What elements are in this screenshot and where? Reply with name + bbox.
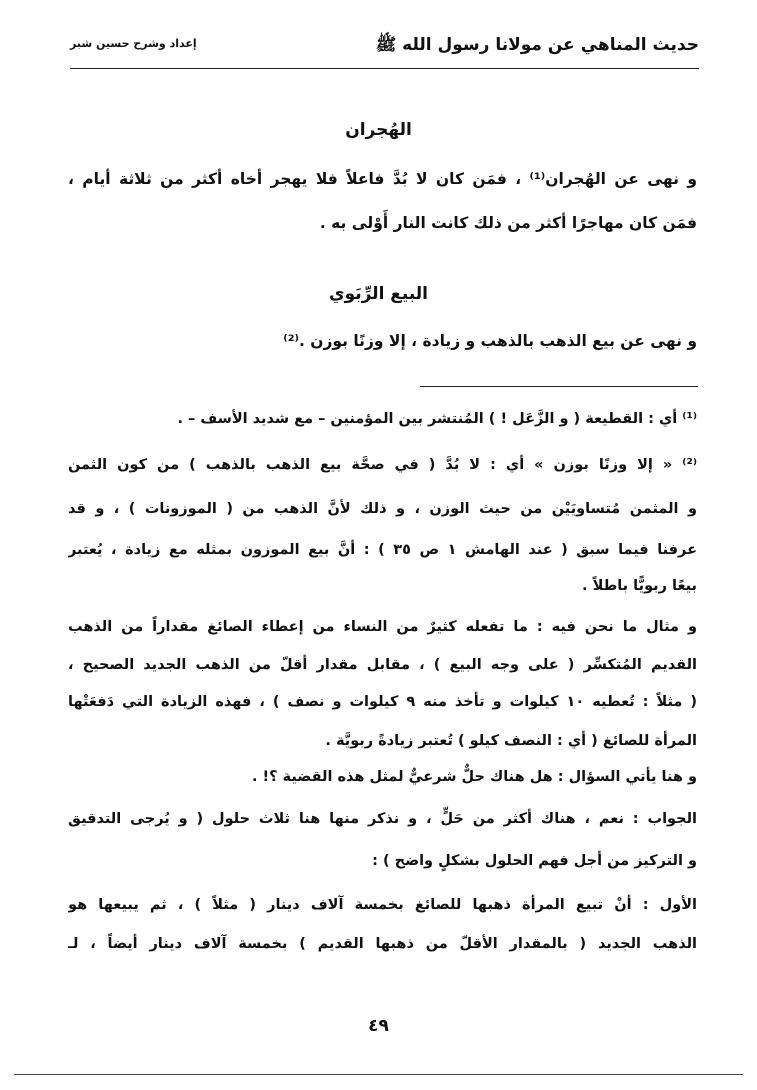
footnote-line: و المثمن مُتساويَيْن من حيث الوزن ، و ذلك لأنَّ الذهب من ( الموزونات ) ، و قد	[68, 501, 697, 517]
section-heading-riba-sale: البيع الرِّبَوي	[328, 284, 429, 304]
footnote-line: القديم المُتكسِّر ( على وجه البيع ) ، مقابل مقدار أقلّ من الذهب الجديد الصحيح ،	[68, 657, 697, 673]
footnote-1: ⁽¹⁾ أي : القطيعة ( و الزَّعَل ! ) المُنتشر بين المؤمنين – مع شديد الأسف – .	[177, 411, 697, 427]
section-heading-hijran: الهُجران	[345, 120, 412, 140]
footnote-line: بيعًا ربويًّا باطلاً .	[582, 578, 697, 594]
footnote-separator	[420, 386, 698, 387]
footnote-line: و التركيز من أجل فهم الحلول بشكلٍ واضح ) :	[372, 853, 697, 869]
body-line: و نهى عن بيع الذهب بالذهب و زيادة ، إلا وزنًا بوزن .⁽²⁾	[283, 332, 697, 350]
header-author: إعداد وشرح حسين شبر	[70, 37, 197, 50]
footnote-line: ( مثلاً : تُعطيه ١٠ كيلوات و تأخذ منه ٩ كيلوات و نصف ) ، فهذه الزيادة التي دَفعَتْها	[68, 694, 697, 710]
bottom-rule	[14, 1074, 743, 1075]
footnote-line: و هنا يأتي السؤال : هل هناك حلٌّ شرعيٌّ لمثل هذه القضية ؟! .	[251, 769, 697, 785]
footnote-line: و مثال ما نحن فيه : ما تفعله كثيرٌ من النساء من إعطاء الصائغ مقداراً من الذهب	[68, 619, 697, 635]
header-title: حديث المناهي عن مولانا رسول الله ﷺ	[375, 35, 699, 55]
footnote-line: المرأة للصائغ ( أي : النصف كيلو ) تُعتبر زيادةً ربويَّة .	[325, 733, 697, 749]
body-line: فمَن كان مهاجرًا أكثر من ذلك كانت النار أَوْلى به .	[319, 214, 697, 232]
footnote-line: الذهب الجديد ( بالمقدار الأقلّ من ذهبها القديم ) بخمسة آلاف دينار أيضاً ، لـ	[68, 936, 697, 952]
running-header	[70, 28, 699, 69]
footnote-line: عرفنا فيما سبق ( عند الهامش ١ ص ٣٥ ) : أنَّ بيع الموزون بمثله مع زيادة ، يُعتبر	[68, 542, 697, 558]
body-line: و نهى عن الهُجران⁽¹⁾ ، فمَن كان لا بُدَّ فاعلاً فلا يهجر أخاه أكثر من ثلاثة أيام ،	[68, 170, 697, 188]
footnote-line: الأول : أنْ تبيع المرأة ذهبها للصائغ بخمسة آلاف دينار ( مثلاً ) ، ثم يبيعها هو	[68, 897, 697, 913]
page-number: ٤٩	[368, 1016, 389, 1036]
footnote-line: الجواب : نعم ، هناك أكثر من حَلٍّ ، و نذكر منها هنا ثلاث حلول ( و يُرجى التدقيق	[68, 811, 697, 827]
footnote-2: ⁽²⁾ « إلا وزنًا بوزن » أي : لا بُدَّ ( في صحَّة بيع الذهب بالذهب ) من كون الثمن	[68, 457, 697, 473]
